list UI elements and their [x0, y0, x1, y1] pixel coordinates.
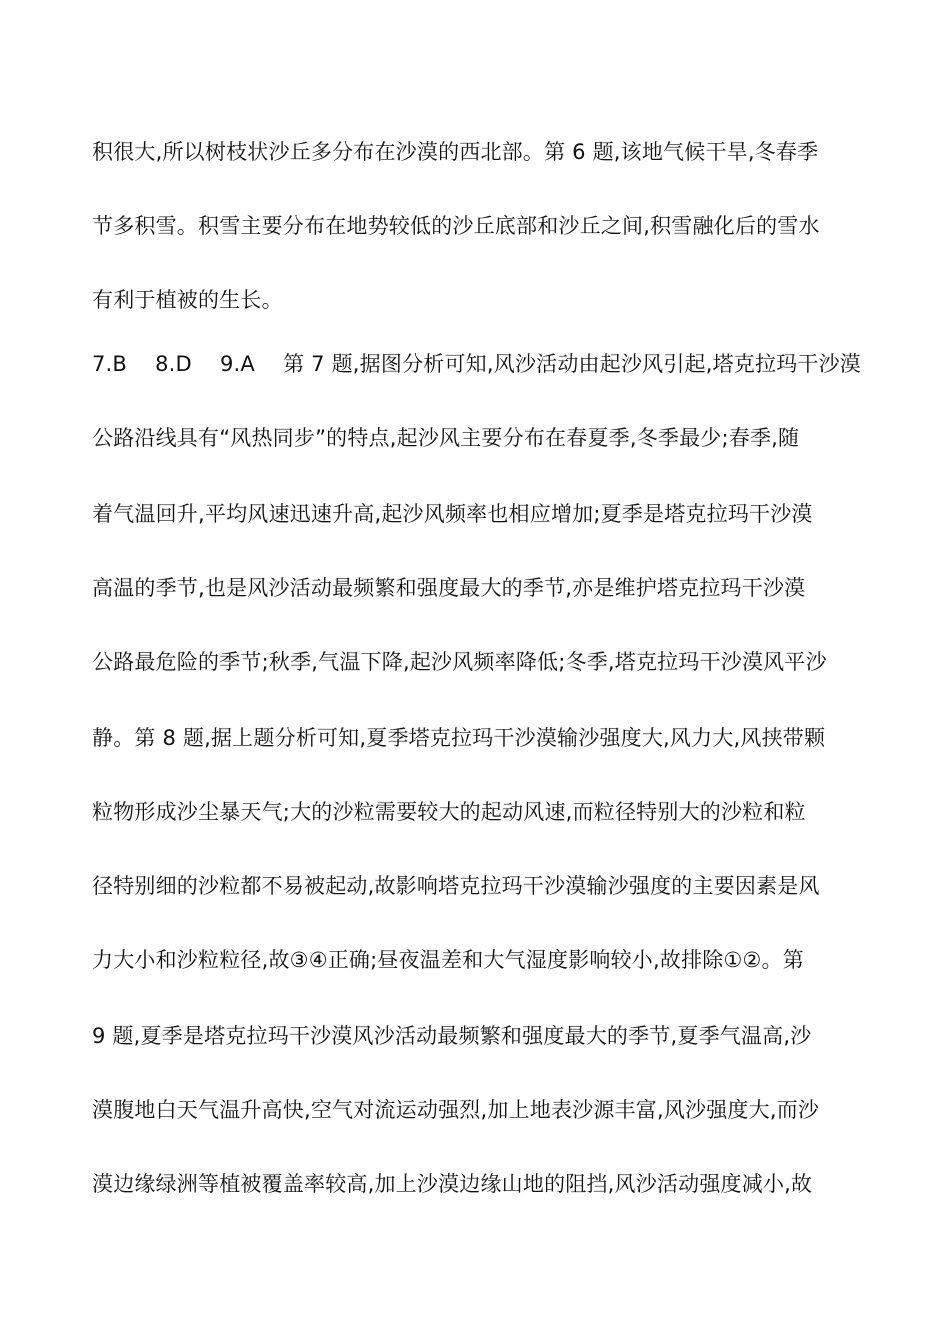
text-line: 漠腹地白天气温升高快,空气对流运动强烈,加上地表沙源丰富,风沙强度大,而沙: [92, 1098, 820, 1122]
text-line: 公路最危险的季节;秋季,气温下降,起沙风频率降低;冬季,塔克拉玛干沙漠风平沙: [92, 650, 827, 674]
text-line: 节多积雪。积雪主要分布在地势较低的沙丘底部和沙丘之间,积雪融化后的雪水: [92, 214, 820, 238]
text-line: 着气温回升,平均风速迅速升高,起沙风频率也相应增加;夏季是塔克拉玛干沙漠: [92, 502, 813, 526]
text-line: 9 题,夏季是塔克拉玛干沙漠风沙活动最频繁和强度最大的季节,夏季气温高,沙: [92, 1024, 812, 1048]
text-line: 有利于植被的生长。: [92, 288, 283, 312]
text-line: 径特别细的沙粒都不易被起动,故影响塔克拉玛干沙漠输沙强度的主要因素是风: [92, 874, 820, 898]
text-line: 力大小和沙粒粒径,故③④正确;昼夜温差和大气湿度影响较小,故排除①②。第: [92, 948, 804, 972]
text-line: 粒物形成沙尘暴天气;大的沙粒需要较大的起动风速,而粒径特别大的沙粒和粒: [92, 800, 806, 824]
text-line: 静。第 8 题,据上题分析可知,夏季塔克拉玛干沙漠输沙强度大,风力大,风挟带颗: [92, 726, 826, 750]
text-line: 积很大,所以树枝状沙丘多分布在沙漠的西北部。第 6 题,该地气候干旱,冬春季: [92, 140, 819, 164]
text-line: 高温的季节,也是风沙活动最频繁和强度最大的季节,亦是维护塔克拉玛干沙漠: [92, 576, 806, 600]
text-line: 7.B 8.D 9.A 第 7 题,据图分析可知,风沙活动由起沙风引起,塔克拉玛干沙漠: [92, 352, 862, 376]
text-line: 漠边缘绿洲等植被覆盖率较高,加上沙漠边缘山地的阻挡,风沙活动强度减小,故: [92, 1172, 813, 1196]
text-line: 公路沿线具有“风热同步”的特点,起沙风主要分布在春夏季,冬季最少;春季,随: [92, 426, 800, 450]
